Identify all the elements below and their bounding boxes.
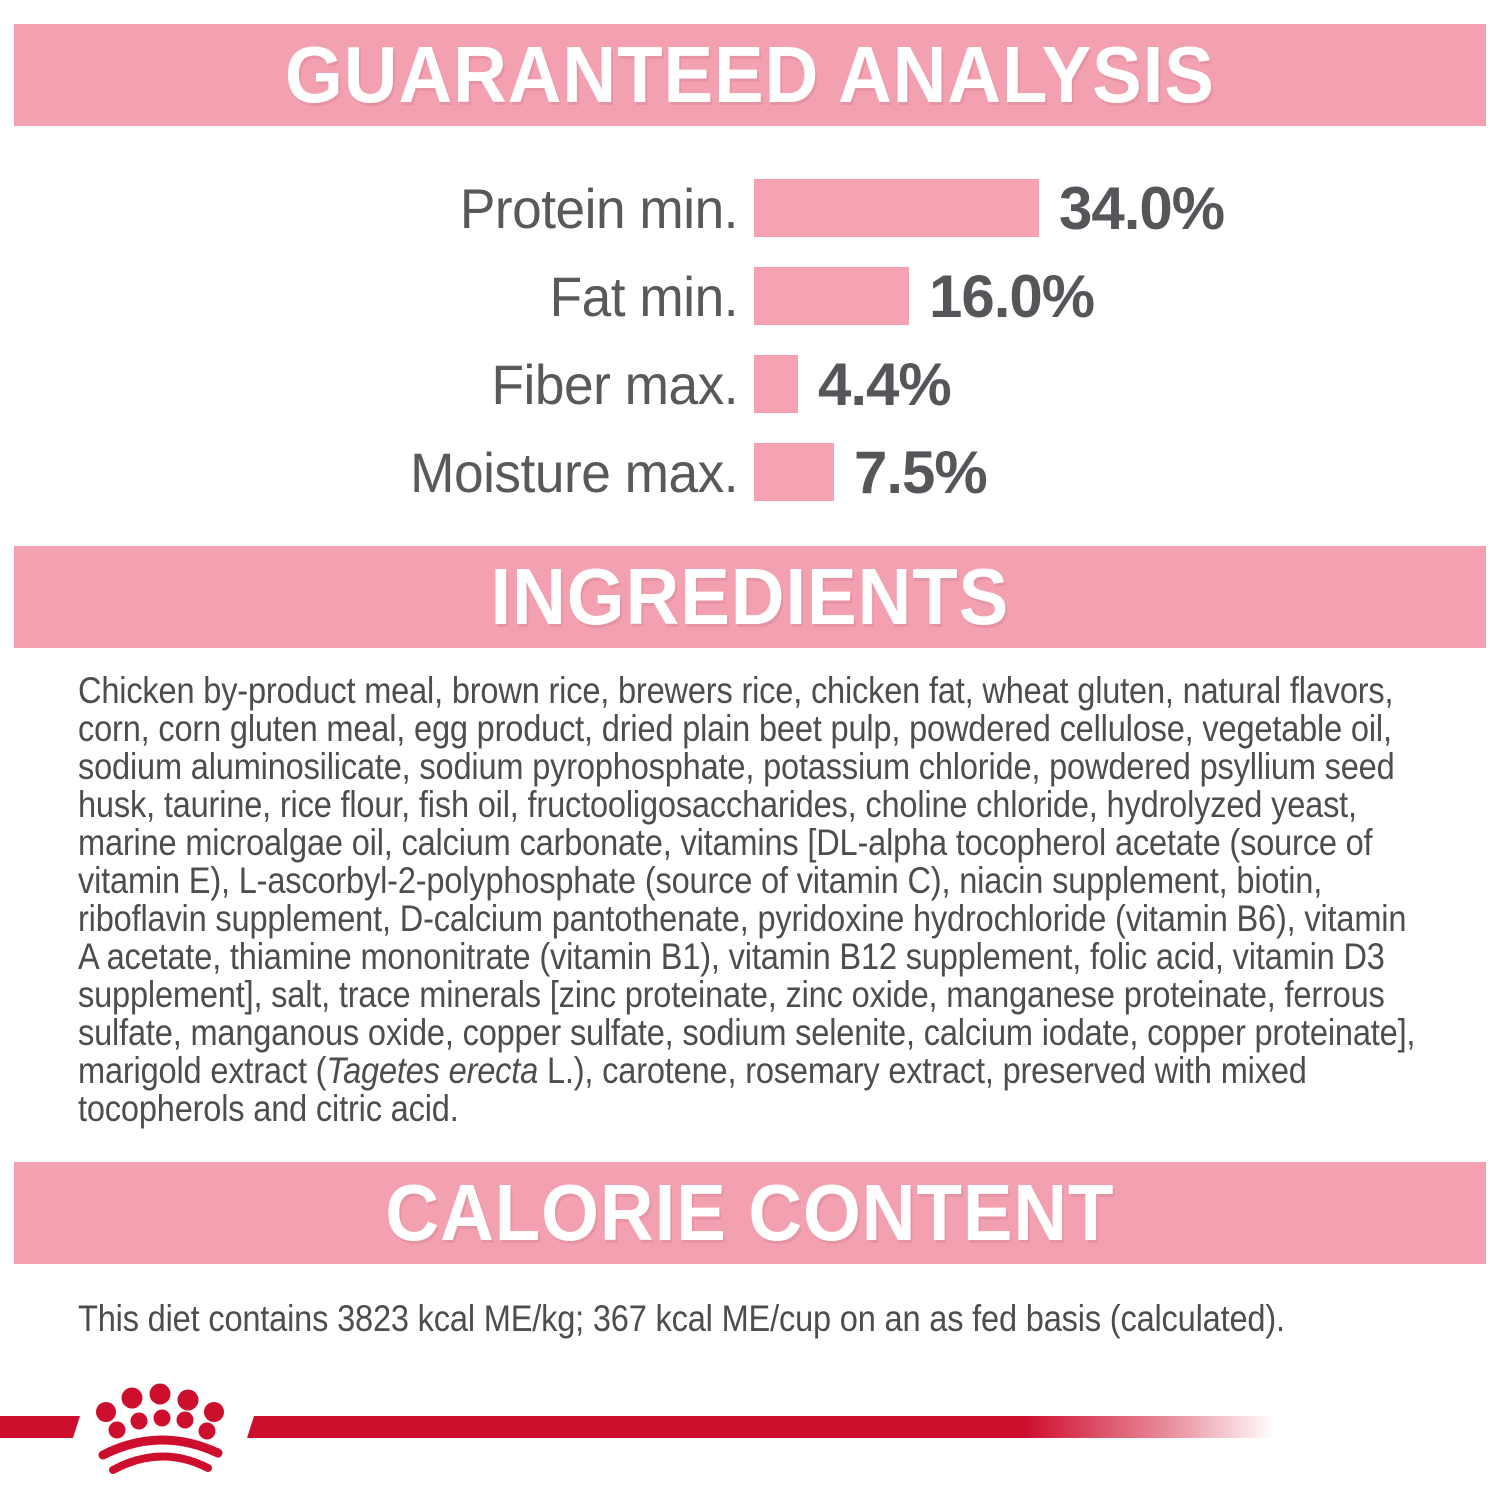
guaranteed-analysis-table	[0, 164, 1500, 516]
protein-value: 34.0%	[1059, 174, 1225, 242]
moisture-bar	[754, 443, 834, 501]
fiber-bar	[754, 355, 798, 413]
moisture-value: 7.5%	[854, 438, 987, 506]
ingredients-text-end: L.), carotene, rosemary extract, preserved with mixed tocopherols and citric acid.	[78, 1050, 1307, 1129]
red-line-right	[247, 1416, 1500, 1438]
ingredients-text-main: Chicken by-product meal, brown rice, brewers rice, chicken fat, wheat gluten, natural flavors, corn, corn gluten meal, egg product, dried plain beet pulp, powdered cellulose, vegetable oil, sodium aluminosilicate, sodium pyrophosphate, potassium chloride, powdered psyllium seed husk, taurine, rice flour, fish oil, fructooligosaccharides, choline chloride, hydrolyzed yeast, marine microalgae oil, calcium carbonate, vitamins [DL-alpha tocopherol acetate (source of vitamin E), L-ascorbyl-2-polyphosphate (source of vitamin C), niacin supplement, biotin, riboflavin supplement, D-calcium pantothenate, pyridoxine hydrochloride (vitamin B6), vitamin A acetate, thiamine mononitrate (vitamin B1), vitamin B12 supplement, folic acid, vitamin D3 supplement], salt, trace minerals [zinc proteinate, zinc oxide, manganese proteinate, ferrous sulfate, manganous oxide, copper sulfate, sodium selenite, calcium iodate, copper proteinate], marigold extract (	[78, 670, 1416, 1091]
protein-bar	[754, 179, 1039, 237]
calorie-content-title: CALORIE CONTENT	[385, 1168, 1115, 1257]
analysis-row-protein	[0, 164, 1500, 252]
ingredients-text	[78, 672, 1418, 1128]
red-line-left	[0, 1416, 80, 1438]
guaranteed-analysis-title: GUARANTEED ANALYSIS	[285, 30, 1215, 119]
calorie-content-banner	[14, 1162, 1486, 1264]
protein-label: Protein min.	[459, 176, 738, 240]
ingredients-latin-name: Tagetes erecta	[326, 1050, 539, 1091]
ingredients-title: INGREDIENTS	[490, 552, 1010, 641]
analysis-row-moisture	[0, 428, 1500, 516]
ingredients-banner	[14, 546, 1486, 648]
analysis-row-fiber	[0, 340, 1500, 428]
royal-canin-crown-icon	[84, 1376, 236, 1482]
calorie-content-text: This diet contains 3823 kcal ME/kg; 367 kcal ME/cup on an as fed basis (calculated).	[78, 1298, 1285, 1339]
analysis-row-fat	[0, 252, 1500, 340]
guaranteed-analysis-banner	[14, 24, 1486, 126]
fat-label: Fat min.	[549, 264, 738, 328]
fat-bar	[754, 267, 909, 325]
moisture-label: Moisture max.	[410, 440, 738, 504]
fiber-label: Fiber max.	[491, 352, 738, 416]
fiber-value: 4.4%	[818, 350, 951, 418]
fat-value: 16.0%	[929, 262, 1095, 330]
